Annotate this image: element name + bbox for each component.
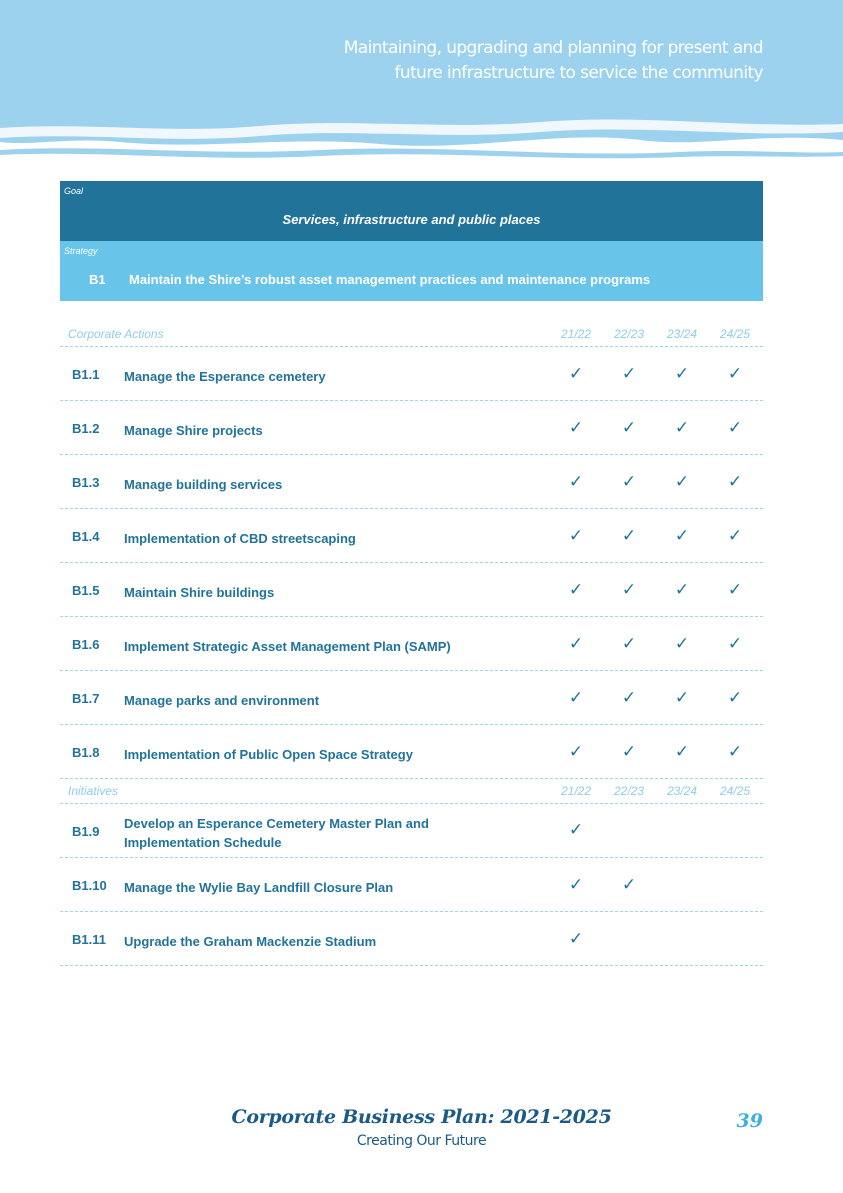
- check-icon: ✓: [621, 364, 637, 383]
- table-row: [60, 804, 763, 858]
- initiatives-heading-row: [60, 779, 763, 804]
- check-icon: ✓: [727, 688, 743, 707]
- corporate-actions-heading: Corporate Actions: [68, 327, 164, 341]
- check-icon: ✓: [727, 418, 743, 437]
- row-code: B1.3: [72, 475, 100, 490]
- corporate-actions-heading-row: [60, 322, 763, 347]
- year-header-22-23: 22/23: [613, 327, 645, 341]
- check-icon: ✓: [727, 634, 743, 653]
- check-icon: ✓: [621, 742, 637, 761]
- check-icon: ✓: [674, 742, 690, 761]
- row-title: Implementation of CBD streetscaping: [124, 531, 356, 546]
- check-icon: ✓: [568, 526, 584, 545]
- check-icon: ✓: [727, 364, 743, 383]
- check-icon: ✓: [727, 580, 743, 599]
- year-header-23-24: 23/24: [666, 327, 698, 341]
- check-icon: ✓: [621, 472, 637, 491]
- row-code: B1.8: [72, 745, 100, 760]
- table-row: [60, 347, 763, 401]
- row-title: Develop an Esperance Cemetery Master Plan and Implementation Schedule: [124, 816, 429, 850]
- row-code: B1.6: [72, 637, 100, 652]
- check-icon: ✓: [568, 580, 584, 599]
- row-title: Upgrade the Graham Mackenzie Stadium: [124, 934, 377, 949]
- check-icon: ✓: [568, 820, 584, 839]
- table-row: [60, 912, 763, 966]
- initiatives-heading: Initiatives: [68, 784, 119, 798]
- check-icon: ✓: [568, 875, 584, 894]
- table-row: [60, 509, 763, 563]
- check-icon: ✓: [621, 580, 637, 599]
- tagline-line-2: future infrastructure to service the community: [394, 63, 763, 83]
- goal-title: Services, infrastructure and public places: [282, 212, 541, 227]
- goal-label: Goal: [64, 186, 84, 196]
- row-code: B1.9: [72, 824, 100, 839]
- row-title: Manage the Esperance cemetery: [124, 369, 326, 384]
- row-title: Manage parks and environment: [124, 693, 320, 708]
- table-row: [60, 455, 763, 509]
- table-row: [60, 563, 763, 617]
- check-icon: ✓: [674, 634, 690, 653]
- check-icon: ✓: [568, 634, 584, 653]
- tagline-line-1: Maintaining, upgrading and planning for present and: [343, 38, 763, 58]
- table-row: [60, 401, 763, 455]
- row-code: B1.4: [72, 529, 100, 544]
- strategy-title: Maintain the Shire’s robust asset management practices and maintenance programs: [129, 272, 651, 287]
- check-icon: ✓: [674, 364, 690, 383]
- check-icon: ✓: [674, 688, 690, 707]
- check-icon: ✓: [621, 688, 637, 707]
- year-header-22-23: 22/23: [613, 784, 645, 798]
- check-icon: ✓: [568, 688, 584, 707]
- page-number: 39: [736, 1110, 763, 1132]
- row-title: Implementation of Public Open Space Strategy: [124, 747, 413, 762]
- row-code: B1.10: [72, 878, 107, 893]
- check-icon: ✓: [621, 875, 637, 894]
- row-title: Maintain Shire buildings: [124, 585, 275, 600]
- row-title: Manage the Wylie Bay Landfill Closure Plan: [124, 880, 394, 895]
- year-header-24-25: 24/25: [719, 784, 751, 798]
- check-icon: ✓: [674, 418, 690, 437]
- check-icon: ✓: [568, 418, 584, 437]
- header-banner: [0, 0, 843, 170]
- check-icon: ✓: [568, 929, 584, 948]
- table-row: [60, 725, 763, 779]
- year-header-21-22: 21/22: [560, 784, 592, 798]
- strategy-band: [60, 241, 763, 301]
- table-row: [60, 858, 763, 912]
- goal-band: [60, 181, 763, 241]
- year-header-24-25: 24/25: [719, 327, 751, 341]
- row-code: B1.1: [72, 367, 100, 382]
- check-icon: ✓: [568, 364, 584, 383]
- year-header-23-24: 23/24: [666, 784, 698, 798]
- row-title: Implement Strategic Asset Management Plan (SAMP): [124, 639, 451, 654]
- check-icon: ✓: [568, 742, 584, 761]
- row-code: B1.5: [72, 583, 100, 598]
- check-icon: ✓: [568, 472, 584, 491]
- row-code: B1.11: [72, 932, 106, 947]
- check-icon: ✓: [621, 418, 637, 437]
- check-icon: ✓: [727, 742, 743, 761]
- strategy-code: B1: [89, 272, 106, 287]
- check-icon: ✓: [621, 526, 637, 545]
- check-icon: ✓: [727, 472, 743, 491]
- check-icon: ✓: [674, 472, 690, 491]
- table-row: [60, 671, 763, 725]
- footer-title: Corporate Business Plan: 2021-2025: [231, 1106, 612, 1128]
- year-header-21-22: 21/22: [560, 327, 592, 341]
- table-row: [60, 617, 763, 671]
- row-title: Manage Shire projects: [124, 423, 263, 438]
- check-icon: ✓: [727, 526, 743, 545]
- check-icon: ✓: [621, 634, 637, 653]
- row-code: B1.7: [72, 691, 100, 706]
- row-code: B1.2: [72, 421, 100, 436]
- check-icon: ✓: [674, 526, 690, 545]
- strategy-label: Strategy: [64, 246, 98, 256]
- row-title: Manage building services: [124, 477, 283, 492]
- header-tagline: [163, 36, 763, 86]
- footer-subtitle: Creating Our Future: [356, 1133, 487, 1149]
- check-icon: ✓: [674, 580, 690, 599]
